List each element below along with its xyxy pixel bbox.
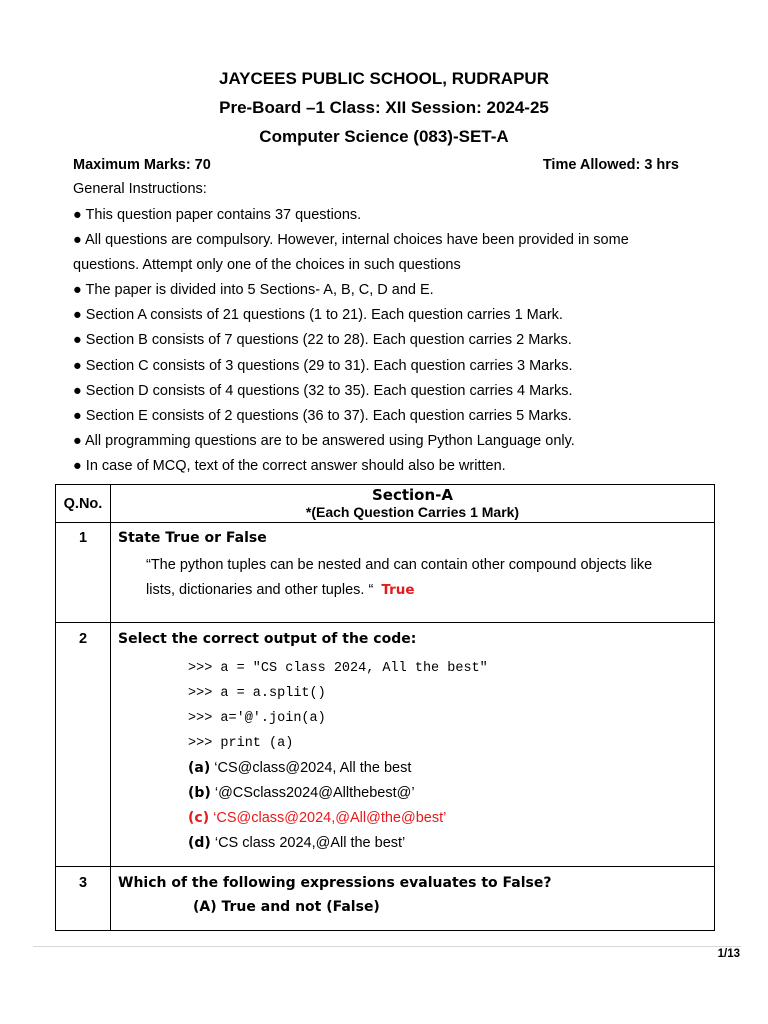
question-table xyxy=(55,484,715,931)
code-line: >>> a='@'.join(a) xyxy=(188,711,326,726)
instruction-item: ● This question paper contains 37 questions. xyxy=(73,207,362,223)
option-a: (A) True and not (False) xyxy=(193,899,380,915)
section-subtitle: *(Each Question Carries 1 Mark) xyxy=(305,504,520,520)
question-title: State True or False xyxy=(118,530,267,546)
instruction-item: ● All programming questions are to be answered using Python Language only. xyxy=(73,433,575,449)
exam-title: Pre-Board –1 Class: XII Session: 2024-25 xyxy=(219,98,549,117)
time-allowed: Time Allowed: 3 hrs xyxy=(542,157,679,173)
marks-row xyxy=(73,157,679,173)
question-cell xyxy=(111,623,715,867)
option-text: ‘CS@class@2024,@All@the@best’ xyxy=(213,810,447,826)
question-statement xyxy=(146,553,714,603)
option-label: (b) xyxy=(188,785,211,801)
question-cell xyxy=(111,523,715,623)
code-line: >>> a = a.split() xyxy=(188,686,326,701)
instructions-heading: General Instructions: xyxy=(73,181,207,197)
code-block xyxy=(188,656,714,756)
instruction-item: questions. Attempt only one of the choices in such questions xyxy=(73,257,461,273)
section-header-cell xyxy=(111,485,715,523)
answer-text: True xyxy=(381,582,415,598)
question-row xyxy=(56,867,715,931)
section-title: Section-A xyxy=(372,486,453,504)
footer-divider xyxy=(33,946,741,947)
option-text: ‘CS@class@2024, All the best xyxy=(214,760,412,776)
option-a xyxy=(188,756,714,781)
subject-title: Computer Science (083)-SET-A xyxy=(259,127,509,146)
qno-header: Q.No. xyxy=(56,485,111,523)
statement-text: lists, dictionaries and other tuples. “ xyxy=(146,582,374,598)
instruction-item: ● Section B consists of 7 questions (22 to 28). Each question carries 2 Marks. xyxy=(73,332,572,348)
code-line: >>> print (a) xyxy=(188,736,294,751)
instruction-item: ● Section E consists of 2 questions (36 to 37). Each question carries 5 Marks. xyxy=(73,408,572,424)
option-text: ‘@CSclass2024@Allthebest@’ xyxy=(214,785,415,801)
question-number: 1 xyxy=(56,523,111,623)
instruction-item: ● Section A consists of 21 questions (1 to 21). Each question carries 1 Mark. xyxy=(73,307,563,323)
question-cell xyxy=(111,867,715,931)
option-d xyxy=(188,831,714,856)
question-number: 3 xyxy=(56,867,111,931)
max-marks: Maximum Marks: 70 xyxy=(73,157,211,173)
option-c-correct xyxy=(188,806,714,831)
statement-line-2 xyxy=(146,578,714,603)
instruction-item: ● The paper is divided into 5 Sections- A, B, C, D and E. xyxy=(73,282,434,298)
option-text: ‘CS class 2024,@All the best’ xyxy=(214,835,406,851)
option-label: (c) xyxy=(188,810,210,826)
statement-line: “The python tuples can be nested and can contain other compound objects like xyxy=(146,557,653,573)
question-title: Which of the following expressions evaluates to False? xyxy=(118,875,552,891)
code-line: >>> a = "CS class 2024, All the best" xyxy=(188,661,488,676)
school-name: JAYCEES PUBLIC SCHOOL, RUDRAPUR xyxy=(219,69,549,88)
option-label: (d) xyxy=(188,835,211,851)
option-label: (a) xyxy=(188,760,211,776)
instruction-item: ● In case of MCQ, text of the correct answer should also be written. xyxy=(73,458,506,474)
question-number: 2 xyxy=(56,623,111,867)
question-row xyxy=(56,623,715,867)
question-row xyxy=(56,523,715,623)
instruction-item: ● Section D consists of 4 questions (32 to 35). Each question carries 4 Marks. xyxy=(73,383,573,399)
options-list xyxy=(188,756,714,856)
page-number: 1/13 xyxy=(717,948,740,960)
section-header-row xyxy=(56,485,715,523)
instruction-item: ● All questions are compulsory. However, internal choices have been provided in some xyxy=(73,232,629,248)
question-title: Select the correct output of the code: xyxy=(118,631,417,647)
option-b xyxy=(188,781,714,806)
instruction-item: ● Section C consists of 3 questions (29 to 31). Each question carries 3 Marks. xyxy=(73,358,573,374)
